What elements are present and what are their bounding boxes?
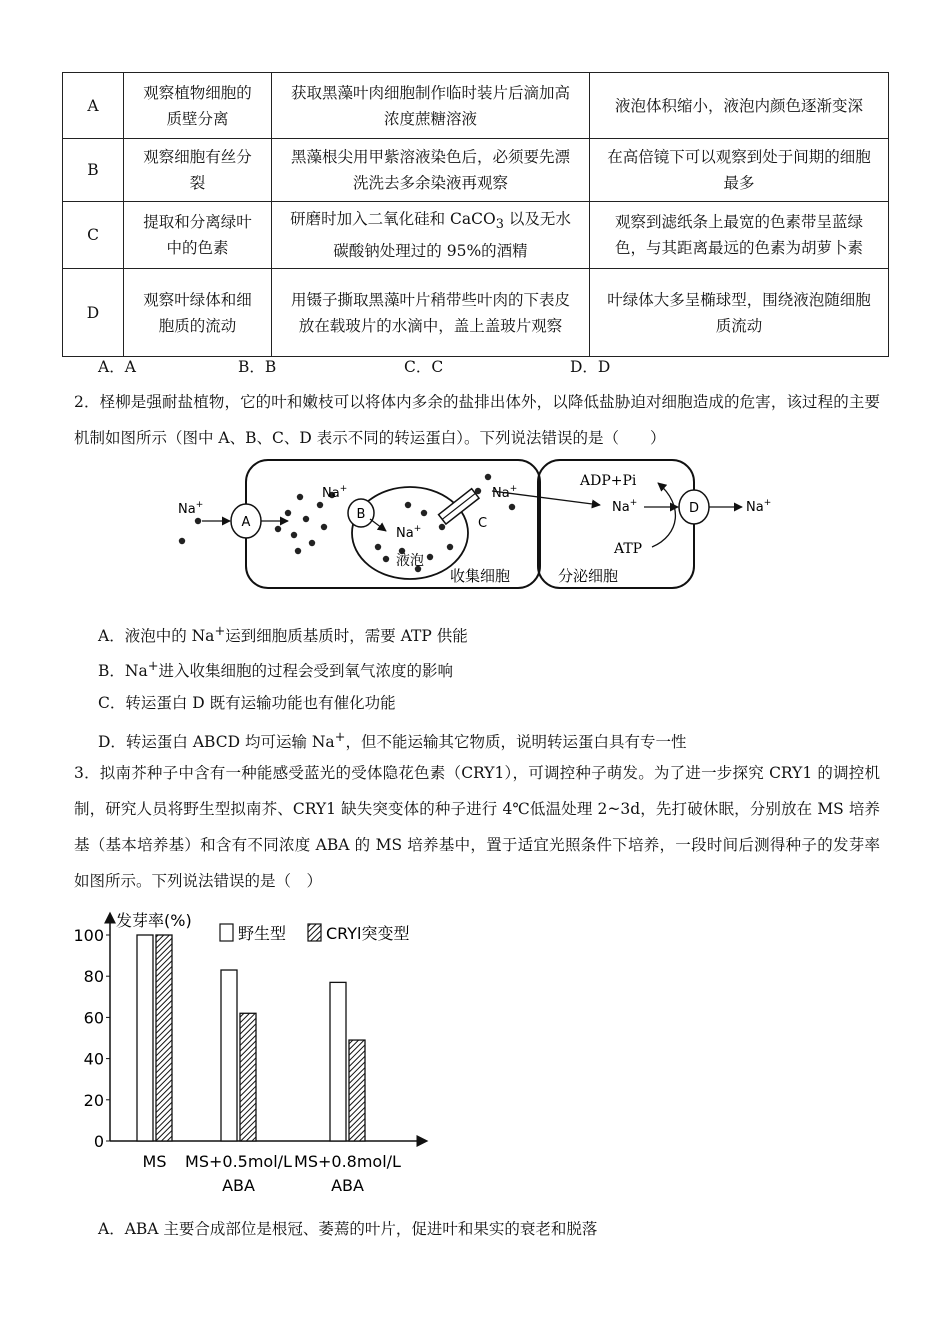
- svg-text:C: C: [478, 516, 488, 531]
- q1-options: [98, 355, 798, 377]
- y-tick-label: 20: [83, 1090, 104, 1110]
- na-label: Na+: [322, 484, 348, 501]
- bar: [137, 935, 153, 1141]
- experiment-name: 观察细胞有丝分裂: [124, 139, 272, 202]
- x-tick-label: MS+0.8mol/L: [294, 1152, 401, 1171]
- row-key: D: [63, 269, 124, 357]
- x-tick-label: ABA: [222, 1176, 255, 1195]
- experiment-result: 在高倍镜下可以观察到处于间期的细胞最多: [590, 139, 889, 202]
- q3-option-a[interactable]: A．ABA 主要合成部位是根冠、萎蔫的叶片，促进叶和果实的衰老和脱落: [98, 1220, 598, 1238]
- na-label: Na+: [178, 500, 204, 517]
- row-key: A: [63, 73, 124, 139]
- adp-label: ADP+Pi: [580, 473, 637, 489]
- q2-option-d[interactable]: D．转运蛋白 ABCD 均可运输 Na+，但不能运输其它物质，说明转运蛋白具有专一性: [98, 730, 687, 752]
- q2-option-c[interactable]: C．转运蛋白 D 既有运输功能也有催化功能: [98, 694, 396, 712]
- y-tick-label: 60: [83, 1008, 104, 1028]
- method-text: 以及无水碳酸钠处理过的 95%的酒精: [333, 210, 571, 261]
- x-tick-label: MS+0.5mol/L: [185, 1152, 292, 1171]
- option-b[interactable]: B．B: [238, 358, 277, 376]
- q2-option-b[interactable]: B．Na+进入收集细胞的过程会受到氧气浓度的影响: [98, 659, 454, 681]
- bar: [221, 970, 237, 1141]
- q2-option-a[interactable]: A．液泡中的 Na+运到细胞质基质时，需要 ATP 供能: [98, 624, 468, 646]
- q2-stem: 2．柽柳是强耐盐植物，它的叶和嫩枝可以将体内多余的盐排出体外，以降低盐胁迫对细胞造成的危害，该过程的主要机制如图所示（图中 A、B、C、D 表示不同的转运蛋白）。下列说法错误的是（ ）: [74, 393, 880, 447]
- table-row: [63, 269, 889, 357]
- germination-chart: [60, 908, 460, 1198]
- collecting-cell-label: 收集细胞: [450, 567, 511, 585]
- experiment-method: 获取黑藻叶肉细胞制作临时装片后滴加高浓度蔗糖溶液: [272, 73, 590, 139]
- q3-stem: 3．拟南芥种子中含有一种能感受蓝光的受体隐花色素（CRY1），可调控种子萌发。为了进一步探究 CRY1 的调控机制，研究人员将野生型拟南芥、CRY1 缺失突变体的种子进行 4℃低温处理 2~3d，先打破休眠，分别放在 MS 培养基（基本培养基）和含有不同浓度 ABA 的 MS 培养基中，置于适宜光照条件下培养，一段时间后测得种子的发芽率如图所示。下列说法错误的是（ ）: [74, 764, 880, 890]
- row-key: B: [63, 139, 124, 202]
- bar: [349, 1040, 365, 1141]
- bar: [240, 1013, 256, 1141]
- atp-label: ATP: [614, 541, 643, 557]
- legend-label: CRYl突变型: [326, 924, 410, 943]
- experiment-method: 黑藻根尖用甲紫溶液染色后，必须要先漂洗洗去多余染液再观察: [272, 139, 590, 202]
- legend-swatch-hatched: [308, 924, 321, 941]
- legend-label: 野生型: [238, 924, 287, 943]
- option-c[interactable]: C．C: [404, 358, 444, 376]
- experiment-result: 液泡体积缩小，液泡内颜色逐渐变深: [590, 73, 889, 139]
- experiment-method: 用镊子撕取黑藻叶片稍带些叶肉的下表皮放在载玻片的水滴中，盖上盖玻片观察: [272, 269, 590, 357]
- y-tick-label: 0: [93, 1132, 104, 1151]
- cytoplasm-ions: [275, 492, 335, 554]
- legend-swatch-open: [220, 924, 233, 941]
- experiment-method: [272, 202, 590, 269]
- vacuole-label: 液泡: [396, 553, 424, 569]
- na-ion: [195, 518, 201, 524]
- option-a[interactable]: A．A: [98, 358, 136, 376]
- subscript: 3: [495, 217, 504, 233]
- experiment-name: 观察叶绿体和细胞质的流动: [124, 269, 272, 357]
- na-ion: [179, 538, 185, 544]
- secreting-cell-label: 分泌细胞: [558, 567, 619, 585]
- svg-text:D: D: [688, 501, 700, 516]
- method-text: 研磨时加入二氧化硅和 CaCO: [290, 210, 496, 228]
- option-d[interactable]: D．D: [570, 358, 611, 376]
- na-label: Na+: [396, 524, 422, 541]
- table-row: [63, 202, 889, 269]
- table-row: [63, 139, 889, 202]
- y-tick-label: 100: [73, 926, 104, 945]
- table-row: [63, 73, 889, 139]
- svg-text:A: A: [241, 515, 251, 530]
- svg-text:B: B: [356, 507, 366, 522]
- na-label: Na+: [746, 498, 772, 515]
- x-tick-label: ABA: [331, 1176, 364, 1195]
- y-tick-label: 80: [83, 967, 104, 987]
- y-tick-label: 40: [83, 1049, 104, 1069]
- bar: [156, 935, 172, 1141]
- experiment-name: 观察植物细胞的质壁分离: [124, 73, 272, 139]
- experiment-result: 观察到滤纸条上最宽的色素带呈蓝绿色，与其距离最远的色素为胡萝卜素: [590, 202, 889, 269]
- na-label: Na+: [492, 484, 518, 501]
- x-tick-label: MS: [142, 1152, 167, 1171]
- row-key: C: [63, 202, 124, 269]
- experiment-result: 叶绿体大多呈椭球型，围绕液泡随细胞质流动: [590, 269, 889, 357]
- salt-transport-diagram: [160, 455, 800, 595]
- bar: [330, 982, 346, 1141]
- experiment-table: [62, 72, 889, 357]
- na-label: Na+: [612, 498, 638, 515]
- experiment-name: 提取和分离绿叶中的色素: [124, 202, 272, 269]
- y-axis-label: 发芽率(%): [116, 911, 192, 930]
